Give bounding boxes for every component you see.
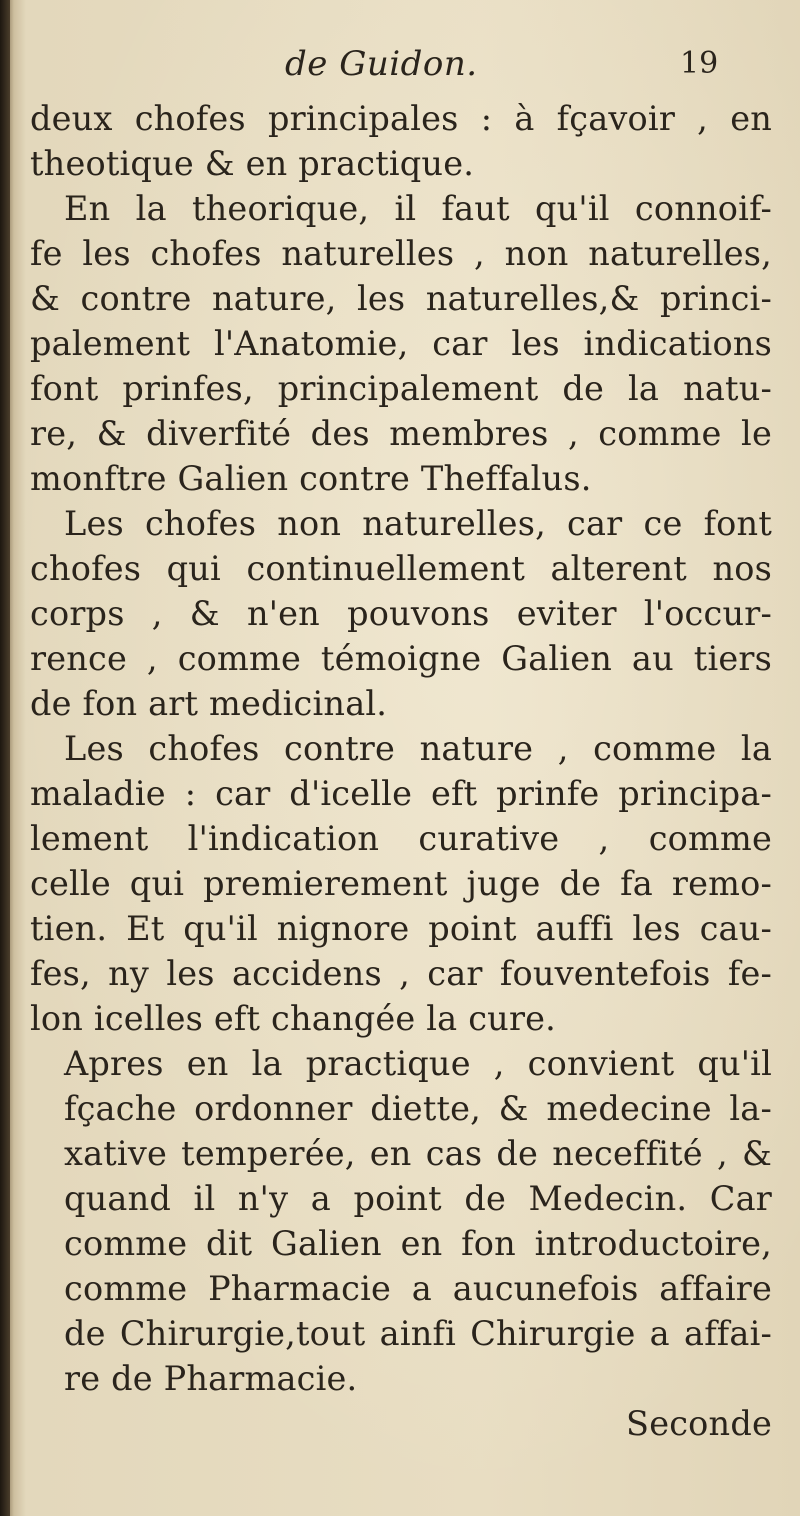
body-text	[30, 96, 772, 1446]
text-line: deux chofes principales : à fçavoir , en	[30, 99, 772, 138]
paragraph-start-line: Les chofes non naturelles, car ce font	[64, 504, 772, 543]
text-line: xative temperée, en cas de neceffité , &	[64, 1134, 772, 1173]
text-line: de Chirurgie,tout ainfi Chirurgie a affai-	[64, 1314, 772, 1353]
text-line: palement l'Anatomie, car les indications	[30, 324, 772, 363]
text-line: font prinfes, principalement de la natu-	[30, 369, 772, 408]
text-line: & contre nature, les naturelles,& princi-	[30, 279, 772, 318]
text-line: corps , & n'en pouvons eviter l'occur-	[30, 594, 772, 633]
page-header	[0, 44, 800, 94]
text-line: tien. Et qu'il nignore point auffi les cau-	[30, 909, 772, 948]
paragraph-start-line: Apres en la practique , convient qu'il	[64, 1044, 772, 1083]
text-line: fes, ny les accidens , car fouventefois fe-	[30, 954, 772, 993]
text-line: quand il n'y a point de Medecin. Car	[64, 1179, 772, 1218]
text-line: comme dit Galien en fon introductoire,	[64, 1224, 772, 1263]
text-line: celle qui premierement juge de fa remo-	[30, 864, 772, 903]
text-line: chofes qui continuellement alterent nos	[30, 549, 772, 588]
text-line: maladie : car d'icelle eft prinfe principa-	[30, 774, 772, 813]
text-line: rence , comme témoigne Galien au tiers	[30, 639, 772, 678]
text-line: de fon art medicinal.	[30, 684, 388, 723]
catchword: Seconde	[626, 1404, 772, 1443]
text-line: re de Pharmacie.	[64, 1359, 358, 1398]
text-line: fçache ordonner diette, & medecine la-	[64, 1089, 772, 1128]
page-number: 19	[680, 46, 719, 81]
paragraph-start-line: Les chofes contre nature , comme la	[64, 729, 772, 768]
text-line: monftre Galien contre Theffalus.	[30, 459, 592, 498]
text-line: lon icelles eft changée la cure.	[30, 999, 557, 1038]
text-line: comme Pharmacie a aucunefois affaire	[64, 1269, 772, 1308]
text-line: re, & diverfité des membres , comme le	[30, 414, 772, 453]
text-line: lement l'indication curative , comme	[30, 819, 772, 858]
text-line: fe les chofes naturelles , non naturelles,	[30, 234, 772, 273]
page-gutter	[0, 0, 10, 1516]
running-title: de Guidon.	[285, 44, 478, 84]
paragraph-start-line: En la theorique, il faut qu'il connoif-	[64, 189, 772, 228]
text-line: theotique & en practique.	[30, 144, 475, 183]
